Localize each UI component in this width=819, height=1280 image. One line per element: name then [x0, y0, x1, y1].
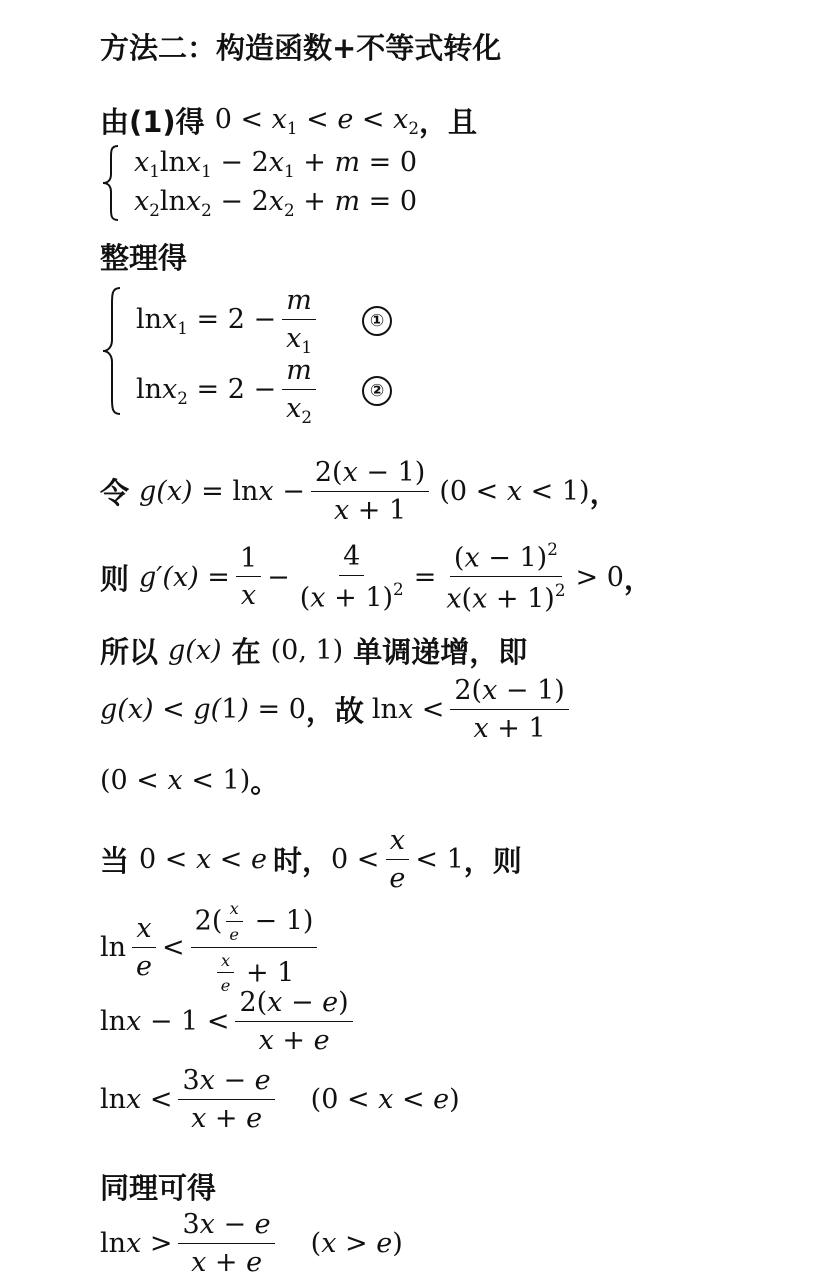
left-brace-icon [100, 144, 122, 222]
intro-line [100, 100, 477, 141]
let-label: 令 [100, 476, 130, 511]
equation-row-2: $x_2\ln x_2 - 2x_2 + m = 0$ [134, 185, 418, 220]
intro-inequality: $0 < x_1 < e < x_2$ [214, 103, 419, 138]
simplified-line: lnx − 1 < $\frac{2(x - e)}{x + e}$ [100, 988, 359, 1055]
log-equation-1: lnx$_1$ = 2 − $\frac{m}{x_1}$ ① [136, 286, 392, 356]
domain-line: (0 < x < 1) 。 [100, 760, 279, 801]
result-line-2: lnx > $\frac{3x - e}{x + e}$ (x > e) [100, 1209, 403, 1278]
equation-label-1: ① [362, 306, 392, 336]
hence-label: ，故 [305, 694, 364, 729]
equation-row-1: $x_1\ln x_1 - 2x_1 + m = 0$ [134, 146, 418, 181]
then2-label: ，则 [463, 844, 522, 879]
intro-suffix: ，且 [419, 105, 478, 139]
time-label: 时， [273, 844, 332, 879]
log-equation-2: lnx$_2$ = 2 − $\frac{m}{x_2}$ ② [136, 356, 392, 426]
equation-label-2: ② [362, 376, 392, 406]
case-line: 当 0 < x < e 时， 0 < $\frac{x}{e}$ < 1 ，则 [100, 825, 522, 894]
similarly-label: 同理可得 [100, 1171, 217, 1205]
let-line: 令 g(x) = lnx − $\frac{2(x - 1)}{x + 1}$ (0 < x < 1) ， [100, 457, 619, 526]
monotonic-line: 所以 g(x) 在 (0, 1) 单调递增，即 [100, 630, 527, 671]
derivative-line: 则 g′(x) = $\frac{1}{x}$ − $\frac{4}{(x + 1)^2}$ = $\frac{(x - 1)^2}{x(x + 1)^2}$ > 0 ， [100, 539, 653, 616]
monotonic-label: 单调递增，即 [353, 635, 528, 669]
step-label: 整理得 [100, 241, 188, 275]
then-label: 则 [100, 561, 130, 596]
conclusion-line: g(x) < g(1) = 0 ，故 lnx < $\frac{2(x - 1)}{x + 1}$ [100, 676, 575, 743]
substitution-line: ln $\frac{x}{e}$ < 2( $\frac{x}{e}$ − 1) $\frac{x}{e}$ + 1 [100, 900, 323, 995]
when-label: 当 [100, 844, 130, 879]
left-brace-icon [100, 286, 124, 416]
intro-prefix: 由(1)得 [100, 105, 205, 139]
period-mark: 。 [250, 765, 280, 799]
so-label: 所以 [100, 635, 159, 669]
equation-system-1 [100, 144, 417, 222]
equation-system-2 [100, 285, 392, 427]
result-line-1: lnx < $\frac{3x - e}{x + e}$ (0 < x < e) [100, 1065, 460, 1134]
in-label: 在 [231, 635, 261, 669]
section-heading: 方法二：构造函数+不等式转化 [100, 31, 502, 65]
